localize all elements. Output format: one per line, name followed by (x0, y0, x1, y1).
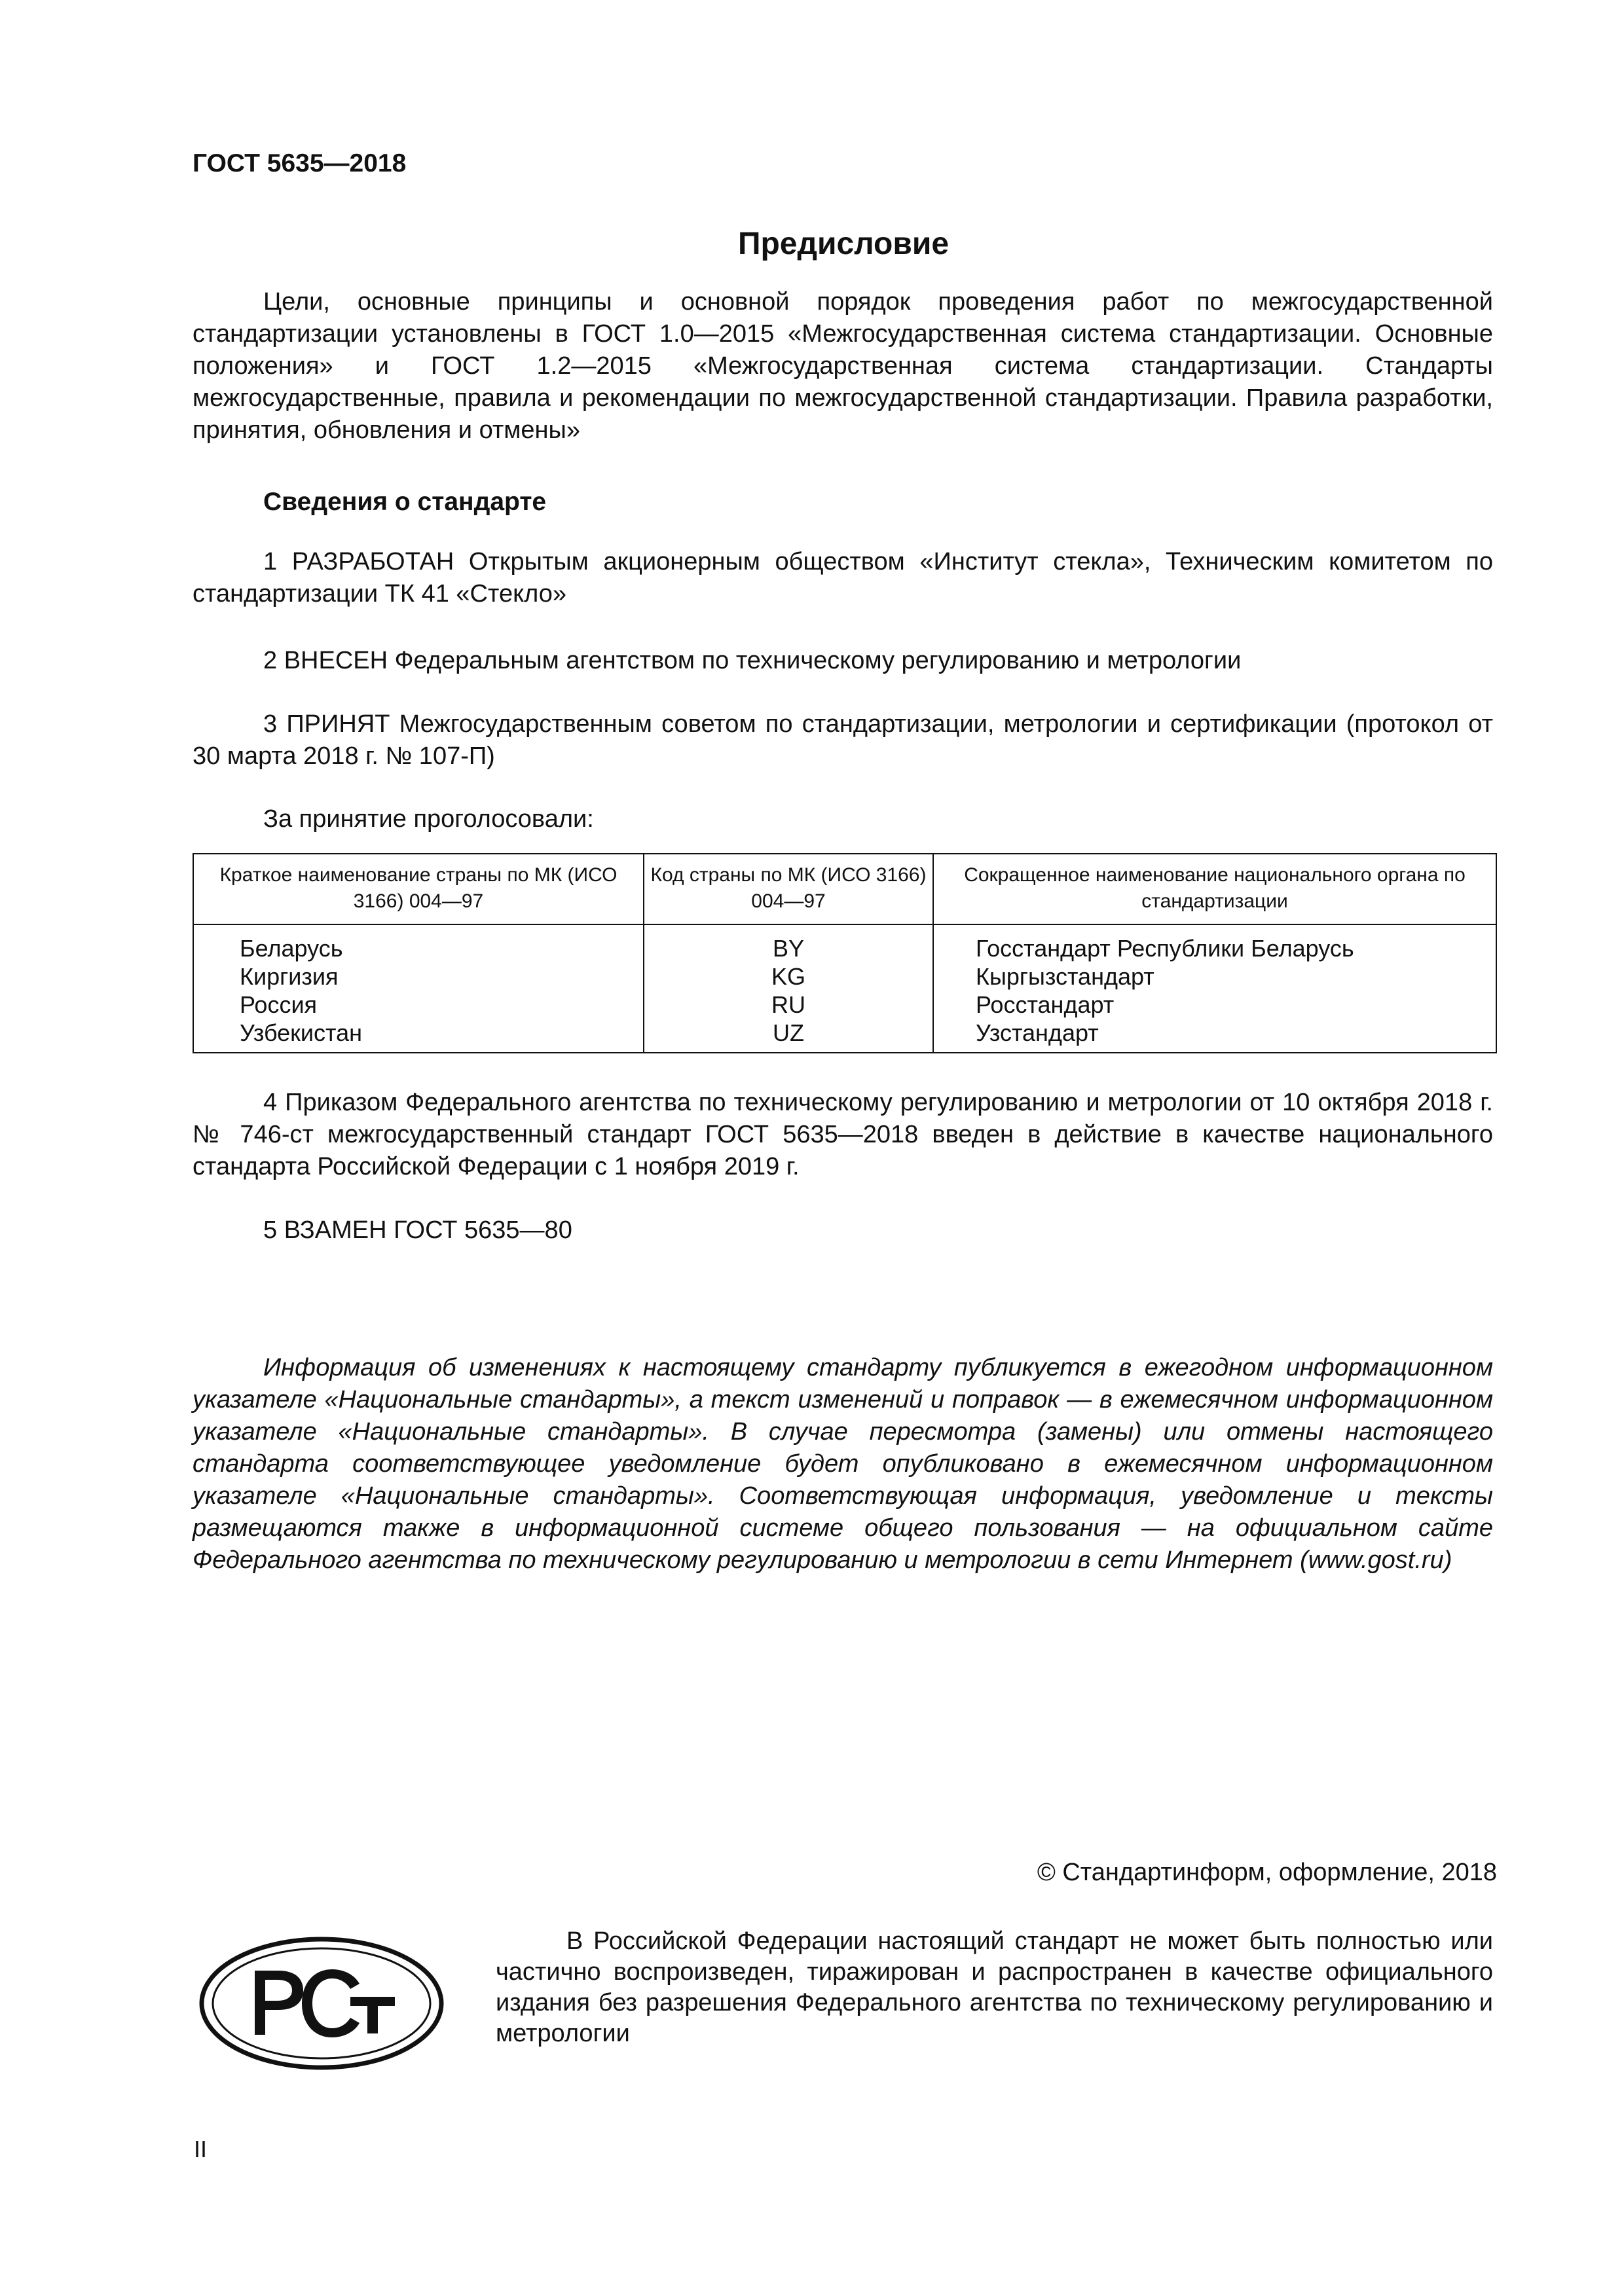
country-cell: Узбекистан (193, 1019, 644, 1053)
intro-paragraph: Цели, основные принципы и основной порядок проведения работ по межгосударственной стандартизации установлены в ГОСТ 1.0—2015 «Межгосударственная система стандартизации. Основные положения» и ГОСТ 1.2—2015 «Межгосударственная система стандартизации. Стандарты межгосударственные, правила и рекомендации по межгосударственной стандартизации. Правила разработки, принятия, обновления и отмены» (193, 288, 1493, 444)
item-introduced: 2 ВНЕСЕН Федеральным агентством по техническому регулированию и метрологии (263, 647, 1242, 674)
table-row (193, 962, 1496, 991)
country-cell: Россия (193, 991, 644, 1019)
table-row (193, 991, 1496, 1019)
page-title: Предисловие (737, 227, 950, 261)
rst-certification-logo-icon (198, 1937, 445, 2070)
table-row (193, 924, 1496, 962)
code-cell: BY (644, 924, 933, 962)
item-developed: 1 РАЗРАБОТАН Открытым акционерным обществом «Институт стекла», Техническим комитетом по стандартизации ТК 41 «Стекло» (193, 548, 1493, 608)
code-cell: KG (644, 962, 933, 991)
body-cell: Кыргызстандарт (933, 962, 1496, 991)
table-row (193, 1019, 1496, 1053)
country-cell: Киргизия (193, 962, 644, 991)
vote-label: За принятие проголосовали: (263, 805, 594, 833)
info-heading: Сведения о стандарте (263, 488, 547, 516)
code-cell: UZ (644, 1019, 933, 1053)
body-cell: Росстандарт (933, 991, 1496, 1019)
rights-notice: В Российской Федерации настоящий стандарт не может быть полностью или частично воспроизведен, тиражирован и распространен в качестве официального издания без разрешения Федерального агентства по техническому регулированию и метрологии (496, 1927, 1493, 2047)
document-code: ГОСТ 5635—2018 (193, 149, 407, 177)
item-adopted: 3 ПРИНЯТ Межгосударственным советом по стандартизации, метрологии и сертификации (протокол от 30 марта 2018 г. № 107-П) (193, 710, 1493, 770)
item-replaces: 5 ВЗАМЕН ГОСТ 5635—80 (263, 1216, 572, 1244)
table-header-body: Сокращенное наименование национального органа по стандартизации (933, 854, 1496, 924)
voting-table (193, 853, 1497, 1053)
page-number: II (194, 2136, 208, 2162)
country-cell: Беларусь (193, 924, 644, 962)
copyright-line: © Стандартинформ, оформление, 2018 (1037, 1859, 1497, 1886)
body-cell: Узстандарт (933, 1019, 1496, 1053)
table-header-row (193, 854, 1496, 924)
changes-notice: Информация об изменениях к настоящему стандарту публикуется в ежегодном информационном указателе «Национальные стандарты», а текст изменений и поправок — в ежемесячном информационном указателе «Национальные стандарты». В случае пересмотра (замены) или отмены настоящего стандарта соответствующее уведомление будет опубликовано в ежемесячном информационном указателе «Национальные стандарты». Соответствующая информация, уведомление и тексты размещаются также в информационной системе общего пользования — на официальном сайте Федерального агентства по техническому регулированию и метрологии в сети Интернет (www.gost.ru) (193, 1354, 1493, 1574)
table-header-country: Краткое наименование страны по МК (ИСО 3166) 004—97 (193, 854, 644, 924)
code-cell: RU (644, 991, 933, 1019)
item-enacted: 4 Приказом Федерального агентства по техническому регулированию и метрологии от 10 октября 2018 г. № 746-ст межгосударственный стандарт ГОСТ 5635—2018 введен в действие в качестве национального стандарта Российской Федерации с 1 ноября 2019 г. (193, 1089, 1493, 1180)
body-cell: Госстандарт Республики Беларусь (933, 924, 1496, 962)
table-header-code: Код страны по МК (ИСО 3166) 004—97 (644, 854, 933, 924)
